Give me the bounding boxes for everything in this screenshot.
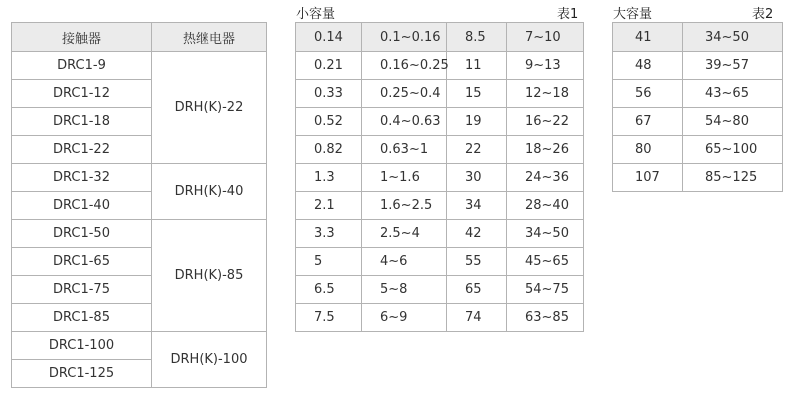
table-cell: 0.33 bbox=[296, 80, 362, 108]
small-capacity-title: 小容量 bbox=[296, 7, 336, 22]
table-cell: 54~75 bbox=[507, 276, 584, 304]
table-cell: 8.5 bbox=[447, 23, 507, 52]
table-header-row bbox=[12, 23, 267, 52]
table-cell: 0.63~1 bbox=[362, 136, 447, 164]
table-cell: 65 bbox=[447, 276, 507, 304]
table-row bbox=[12, 220, 267, 248]
table-row bbox=[296, 136, 584, 164]
relay-cell: DRH(K)-100 bbox=[152, 332, 267, 388]
contactor-cell: DRC1-40 bbox=[12, 192, 152, 220]
table-row bbox=[296, 248, 584, 276]
table-row bbox=[613, 52, 783, 80]
table-row bbox=[613, 164, 783, 192]
table-cell: 18~26 bbox=[507, 136, 584, 164]
table-row bbox=[296, 80, 584, 108]
table-cell: 2.1 bbox=[296, 192, 362, 220]
table-cell: 5~8 bbox=[362, 276, 447, 304]
table-cell: 3.3 bbox=[296, 220, 362, 248]
contactor-cell: DRC1-65 bbox=[12, 248, 152, 276]
table-cell: 2.5~4 bbox=[362, 220, 447, 248]
table-row bbox=[613, 108, 783, 136]
large-capacity-title: 大容量 bbox=[613, 7, 653, 22]
table-cell: 80 bbox=[613, 136, 683, 164]
table-cell: 67 bbox=[613, 108, 683, 136]
small-capacity-table bbox=[295, 22, 584, 332]
table-row bbox=[296, 23, 584, 52]
table-cell: 0.52 bbox=[296, 108, 362, 136]
table-cell: 45~65 bbox=[507, 248, 584, 276]
table-row bbox=[296, 192, 584, 220]
table-cell: 55 bbox=[447, 248, 507, 276]
contactor-cell: DRC1-75 bbox=[12, 276, 152, 304]
table-cell: 0.1~0.16 bbox=[362, 23, 447, 52]
table-cell: 0.82 bbox=[296, 136, 362, 164]
table-cell: 0.21 bbox=[296, 52, 362, 80]
contactor-column-header: 接触器 bbox=[12, 23, 152, 52]
table-cell: 65~100 bbox=[683, 136, 783, 164]
table-cell: 34~50 bbox=[507, 220, 584, 248]
table-cell: 48 bbox=[613, 52, 683, 80]
table-cell: 30 bbox=[447, 164, 507, 192]
table-cell: 15 bbox=[447, 80, 507, 108]
table-cell: 54~80 bbox=[683, 108, 783, 136]
table-row bbox=[12, 332, 267, 360]
contactor-cell: DRC1-125 bbox=[12, 360, 152, 388]
table-cell: 39~57 bbox=[683, 52, 783, 80]
table-cell: 28~40 bbox=[507, 192, 584, 220]
table-cell: 6~9 bbox=[362, 304, 447, 332]
contactor-cell: DRC1-12 bbox=[12, 80, 152, 108]
table-cell: 41 bbox=[613, 23, 683, 52]
table-row bbox=[296, 220, 584, 248]
large-capacity-table-label: 表2 bbox=[752, 7, 774, 22]
table-cell: 1.3 bbox=[296, 164, 362, 192]
contactor-cell: DRC1-85 bbox=[12, 304, 152, 332]
table-cell: 9~13 bbox=[507, 52, 584, 80]
table-row bbox=[296, 276, 584, 304]
table-row bbox=[296, 108, 584, 136]
table-row bbox=[613, 23, 783, 52]
table-cell: 1~1.6 bbox=[362, 164, 447, 192]
contactor-cell: DRC1-100 bbox=[12, 332, 152, 360]
table-cell: 4~6 bbox=[362, 248, 447, 276]
table-cell: 7.5 bbox=[296, 304, 362, 332]
table-cell: 22 bbox=[447, 136, 507, 164]
table-cell: 0.14 bbox=[296, 23, 362, 52]
table-cell: 0.4~0.63 bbox=[362, 108, 447, 136]
table-cell: 11 bbox=[447, 52, 507, 80]
table-cell: 1.6~2.5 bbox=[362, 192, 447, 220]
table-cell: 0.16~0.25 bbox=[362, 52, 447, 80]
table-cell: 7~10 bbox=[507, 23, 584, 52]
relay-cell: DRH(K)-40 bbox=[152, 164, 267, 220]
table-cell: 63~85 bbox=[507, 304, 584, 332]
large-capacity-table bbox=[612, 22, 783, 192]
table-row bbox=[12, 164, 267, 192]
table-cell: 12~18 bbox=[507, 80, 584, 108]
table-cell: 85~125 bbox=[683, 164, 783, 192]
table-cell: 16~22 bbox=[507, 108, 584, 136]
table-row bbox=[613, 136, 783, 164]
relay-column-header: 热继电器 bbox=[152, 23, 267, 52]
table-row bbox=[12, 52, 267, 80]
contactor-cell: DRC1-32 bbox=[12, 164, 152, 192]
contactor-relay-table bbox=[11, 22, 267, 388]
table-cell: 74 bbox=[447, 304, 507, 332]
contactor-cell: DRC1-50 bbox=[12, 220, 152, 248]
table-row bbox=[296, 52, 584, 80]
table-cell: 34 bbox=[447, 192, 507, 220]
table-cell: 0.25~0.4 bbox=[362, 80, 447, 108]
table-cell: 56 bbox=[613, 80, 683, 108]
table-cell: 19 bbox=[447, 108, 507, 136]
contactor-cell: DRC1-18 bbox=[12, 108, 152, 136]
table-cell: 107 bbox=[613, 164, 683, 192]
table-cell: 43~65 bbox=[683, 80, 783, 108]
table-cell: 24~36 bbox=[507, 164, 584, 192]
contactor-cell: DRC1-9 bbox=[12, 52, 152, 80]
table-cell: 34~50 bbox=[683, 23, 783, 52]
table-row bbox=[296, 164, 584, 192]
table-cell: 42 bbox=[447, 220, 507, 248]
table-row bbox=[296, 304, 584, 332]
table-cell: 6.5 bbox=[296, 276, 362, 304]
relay-cell: DRH(K)-85 bbox=[152, 220, 267, 332]
table-row bbox=[613, 80, 783, 108]
small-capacity-table-label: 表1 bbox=[557, 7, 579, 22]
contactor-cell: DRC1-22 bbox=[12, 136, 152, 164]
relay-cell: DRH(K)-22 bbox=[152, 52, 267, 164]
table-cell: 5 bbox=[296, 248, 362, 276]
